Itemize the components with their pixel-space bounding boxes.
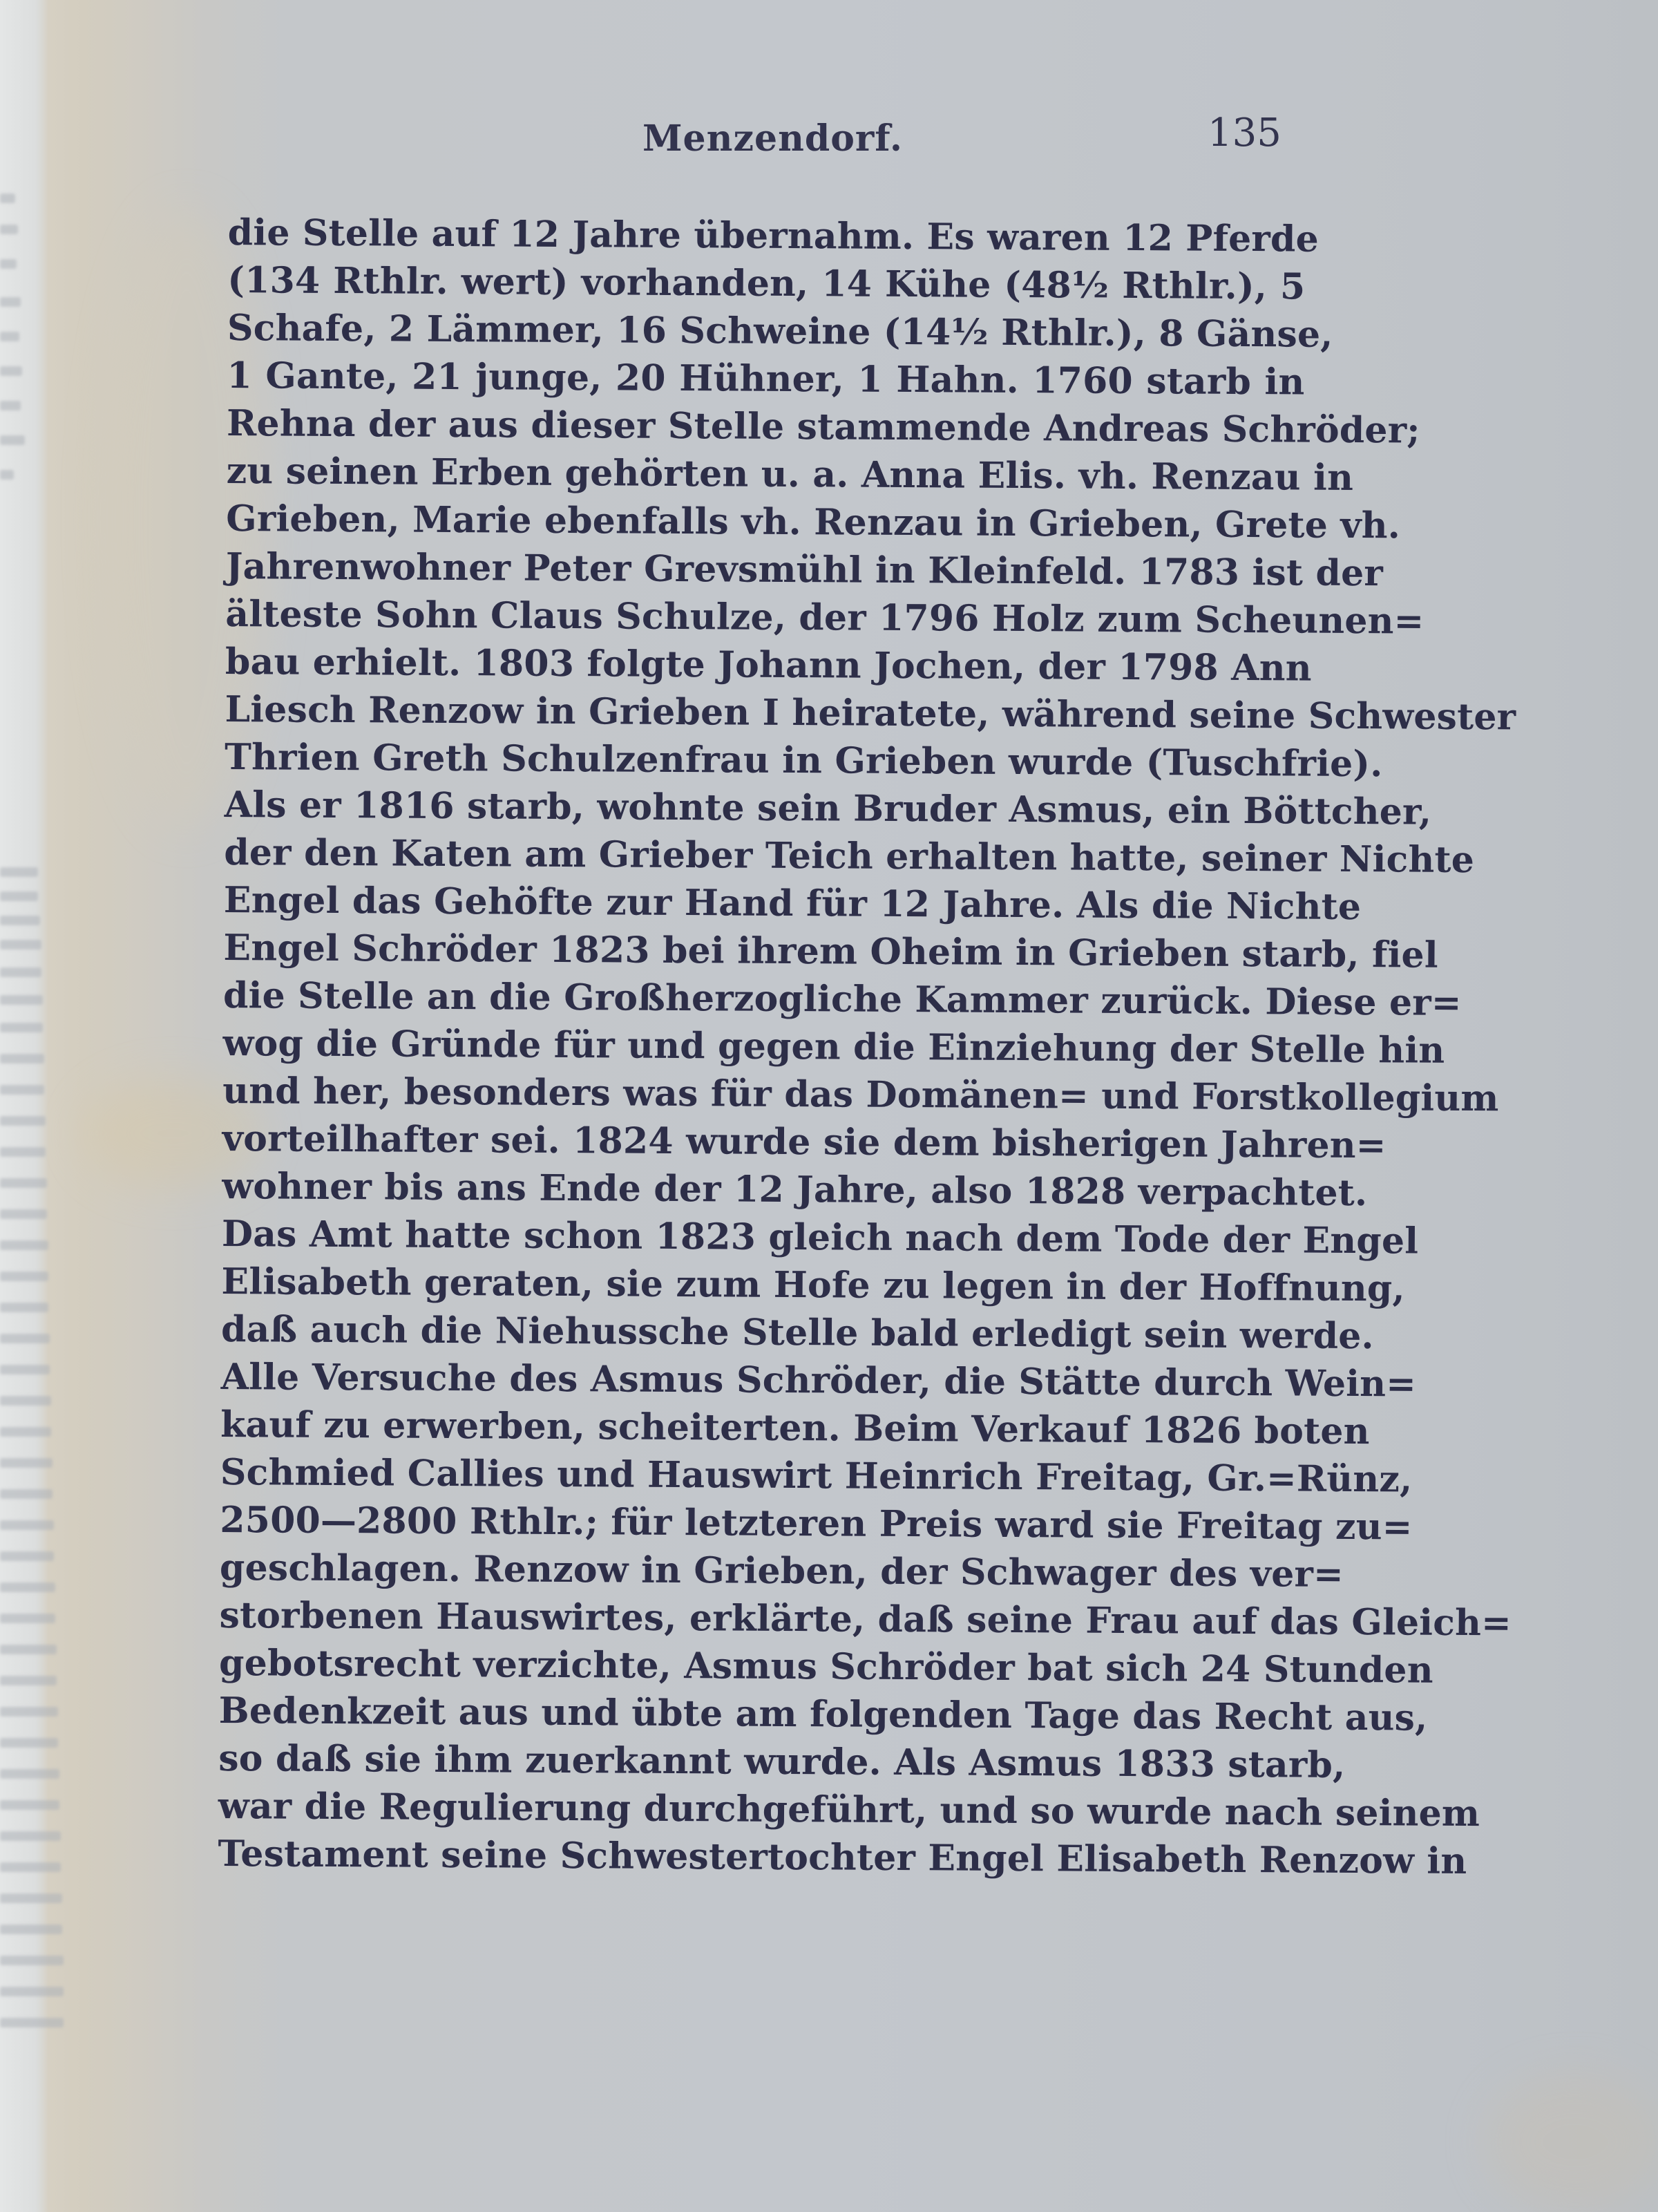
text-line: Rehna der aus dieser Stelle stammende Andreas Schröder;: [226, 401, 1420, 452]
facing-page-text-fragment: [0, 867, 38, 877]
body-paragraph: [218, 209, 1516, 1884]
text-line: wohner bis ans Ende der 12 Jahre, also 1828 verpachtet.: [222, 1164, 1368, 1215]
facing-page-text-fragment: [0, 401, 21, 410]
text-line: Schafe, 2 Lämmer, 16 Schweine (14½ Rthlr.), 8 Gänse,: [227, 306, 1333, 356]
text-line: Elisabeth geraten, sie zum Hofe zu legen in der Hoffnung,: [221, 1260, 1405, 1310]
text-line: geschlagen. Renzow in Grieben, der Schwager des ver=: [219, 1546, 1344, 1596]
facing-page-text-fragment: [0, 1023, 43, 1032]
facing-page-text-fragment: [0, 435, 25, 445]
text-line: älteste Sohn Claus Schulze, der 1796 Holz zum Scheunen=: [225, 592, 1424, 643]
text-line: kauf zu erwerben, scheiterten. Beim Verkauf 1826 boten: [220, 1403, 1370, 1453]
facing-page-text-fragment: [0, 366, 22, 376]
facing-page-text-fragment: [0, 1365, 50, 1374]
facing-page-text-fragment: [0, 193, 15, 203]
text-line: Als er 1816 starb, wohnte sein Bruder Asmus, ein Böttcher,: [224, 783, 1432, 833]
text-line: wog die Gründe für und gegen die Einziehung der Stelle hin: [222, 1021, 1445, 1072]
facing-page-text-fragment: [0, 1116, 46, 1126]
text-line: der den Katen am Grieber Teich erhalten hatte, seiner Nichte: [224, 831, 1475, 882]
text-line: Grieben, Marie ebenfalls vh. Renzau in Grieben, Grete vh.: [226, 497, 1401, 547]
facing-page-text-fragment: [0, 1240, 48, 1250]
facing-page-text-fragment: [0, 940, 41, 949]
text-line: (134 Rthlr. wert) vorhanden, 14 Kühe (48½ Rthlr.), 5: [227, 258, 1306, 308]
facing-page-edge: [0, 0, 48, 2212]
facing-page-text-fragment: [0, 916, 40, 925]
text-line: 2500—2800 Rthlr.; für letzteren Preis ward sie Freitag zu=: [220, 1498, 1413, 1549]
facing-page-text-fragment: [0, 891, 38, 901]
page-number: 135: [1208, 111, 1281, 155]
facing-page-text-fragment: [0, 1427, 51, 1437]
text-line: 1 Gante, 21 junge, 20 Hühner, 1 Hahn. 1760 starb in: [227, 354, 1305, 404]
text-line: bau erhielt. 1803 folgte Johann Jochen, der 1798 Ann: [225, 640, 1312, 690]
facing-page-text-fragment: [0, 332, 19, 341]
facing-page-text-fragment: [0, 1769, 59, 1779]
text-line: Bedenkzeit aus und übte am folgenden Tage das Recht aus,: [218, 1689, 1428, 1739]
text-line: und her, besonders was für das Domänen= und Forstkollegium: [222, 1069, 1499, 1120]
text-line: Engel das Gehöfte zur Hand für 12 Jahre. Als die Nichte: [223, 878, 1362, 929]
text-line: vorteilhafter sei. 1824 wurde sie dem bisherigen Jahren=: [222, 1117, 1387, 1167]
facing-page-text-fragment: [0, 1054, 44, 1064]
text-line: Schmied Callies und Hauswirt Heinrich Freitag, Gr.=Rünz,: [220, 1450, 1413, 1501]
facing-page-text-fragment: [0, 297, 21, 307]
facing-page-text-fragment: [0, 1178, 47, 1188]
facing-page-text-fragment: [0, 1147, 46, 1157]
facing-page-text-fragment: [0, 1676, 57, 1685]
running-header: [0, 111, 1658, 166]
facing-page-text-fragment: [0, 1645, 57, 1654]
text-line: daß auch die Niehussche Stelle bald erledigt sein werde.: [220, 1307, 1375, 1358]
text-line: Das Amt hatte schon 1823 gleich nach dem Tode der Engel: [221, 1212, 1419, 1263]
facing-page-text-fragment: [0, 1551, 54, 1561]
facing-page-text-fragment: [0, 1520, 54, 1530]
facing-page-text-fragment: [0, 1209, 47, 1219]
facing-page-text-fragment: [0, 1085, 44, 1095]
text-line: so daß sie ihm zuerkannt wurde. Als Asmus 1833 starb,: [218, 1737, 1346, 1786]
text-line: Thrien Greth Schulzenfrau in Grieben wurde (Tuschfrie).: [224, 735, 1383, 786]
text-line: zu seinen Erben gehörten u. a. Anna Elis. vh. Renzau in: [226, 449, 1354, 499]
facing-page-text-fragment: [0, 1582, 55, 1592]
text-line: die Stelle an die Großherzogliche Kammer zurück. Diese er=: [222, 974, 1462, 1024]
facing-page-text-fragment: [0, 1396, 51, 1406]
facing-page-text-fragment: [0, 259, 17, 269]
text-line: storbenen Hauswirtes, erklärte, daß seine Frau auf das Gleich=: [219, 1594, 1512, 1645]
facing-page-text-fragment: [0, 225, 18, 234]
facing-page-text-fragment: [0, 1925, 62, 1934]
paper-stain: [1485, 2073, 1658, 2211]
text-line: Jahrenwohner Peter Grevsmühl in Kleinfeld. 1783 ist der: [225, 545, 1384, 595]
facing-page-text-fragment: [0, 1987, 64, 1996]
facing-page-text-fragment: [0, 1738, 58, 1748]
facing-page-text-fragment: [0, 1893, 62, 1903]
facing-page-text-fragment: [0, 470, 14, 480]
facing-page-text-fragment: [0, 1862, 61, 1872]
running-title: Menzendorf.: [642, 117, 903, 160]
facing-page-text-fragment: [0, 1800, 59, 1810]
text-line: Liesch Renzow in Grieben I heiratete, während seine Schwester: [225, 688, 1516, 739]
text-line: war die Regulierung durchgeführt, und so wurde nach seinem: [218, 1784, 1480, 1835]
facing-page-text-fragment: [0, 1272, 48, 1281]
facing-page-text-fragment: [0, 1614, 55, 1623]
facing-page-text-fragment: [0, 1303, 48, 1312]
text-line: gebotsrecht verzichte, Asmus Schröder bat sich 24 Stunden: [218, 1641, 1433, 1692]
facing-page-text-fragment: [0, 1956, 64, 1965]
text-line: die Stelle auf 12 Jahre übernahm. Es waren 12 Pferde: [227, 211, 1319, 261]
text-line: Engel Schröder 1823 bei ihrem Oheim in Grieben starb, fiel: [223, 926, 1438, 976]
facing-page-text-fragment: [0, 995, 43, 1005]
facing-page-text-fragment: [0, 1489, 53, 1499]
facing-page-text-fragment: [0, 1831, 61, 1841]
text-line: Alle Versuche des Asmus Schröder, die Stätte durch Wein=: [220, 1355, 1417, 1406]
facing-page-text-fragment: [0, 1334, 50, 1343]
facing-page-text-fragment: [0, 2018, 64, 2027]
facing-page-text-fragment: [0, 967, 41, 977]
facing-page-text-fragment: [0, 1458, 53, 1468]
text-line: Testament seine Schwestertochter Engel Elisabeth Renzow in: [218, 1832, 1467, 1882]
facing-page-text-fragment: [0, 1707, 58, 1717]
